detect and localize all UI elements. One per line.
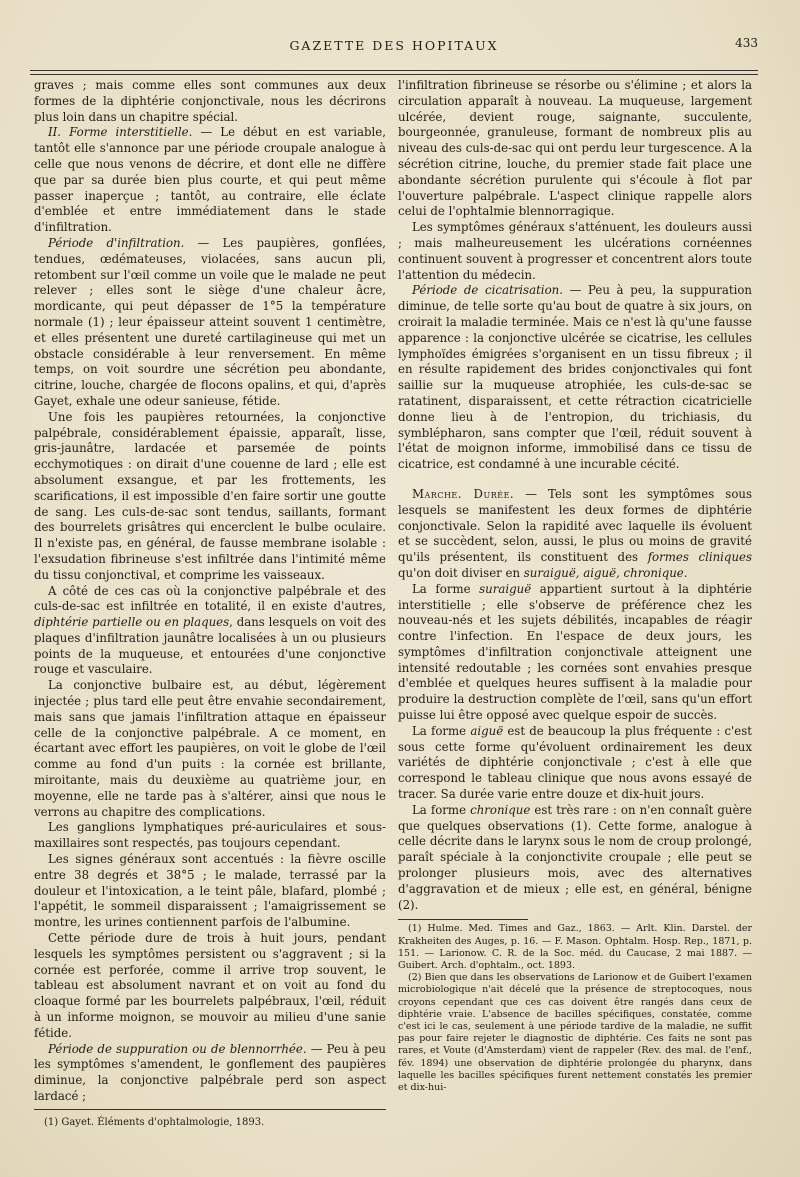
paragraph bbox=[398, 487, 752, 582]
paragraph-text: — Peu à peu les symptômes s'amendent, le gonflement des paupières diminue, la conjonctive palpébrale perd son aspect lardacé ; bbox=[34, 1041, 386, 1103]
footnote-rule bbox=[398, 919, 528, 920]
paragraph bbox=[398, 283, 752, 473]
paragraph bbox=[398, 724, 752, 803]
section-heading: Période d'infiltration. bbox=[48, 235, 185, 250]
section-heading: Marche. Durée. bbox=[412, 486, 515, 501]
paragraph: Les signes généraux sont accentués : la fièvre oscille entre 38 degrés et 38°5 ; le malade, terrassé par la douleur et l'intoxication, a le teint pâle, blafard, plombé ; l'appétit, le sommeil disparaissent ; l'amaigrissement se montre, les urines contiennent parfois de l'albumine. bbox=[34, 852, 386, 930]
paragraph: Les ganglions lymphatiques pré-auriculaires et sous-maxillaires sont respectés, pas toujours cependant. bbox=[34, 820, 386, 851]
emphasis: diphtérie partielle ou en plaques bbox=[34, 615, 230, 630]
footnote: (2) Bien que dans les observations de Larionow et de Guibert l'examen microbiologique n'ait décelé que la présence de streptocoques, nous croyons cependant que ces cas doivent être rangés dans ceux de diphtérie vraie. L'absence de bacilles spécifiques, constatée, comme c'est ici le cas, seulement à une période tardive de la maladie, ne suffit pas pour faire rejeter le diagnostic de diphtérie. Ces faits ne sont pas rares, et Voute (d'Amsterdam) vient de rappeler (Rev. des mal. de l'enf., fév. 1894) une observation de diphtérie prolongée du pharynx, dans laquelle les bacilles spécifiques furent nettement constatés les premier et dix-hui- bbox=[398, 972, 752, 1094]
paragraph bbox=[398, 582, 752, 724]
emphasis: suraiguë, aiguë, chronique bbox=[523, 565, 684, 580]
footnote: (1) Hulme. Med. Times and Gaz., 1863. — Arlt. Klin. Darstel. der Krakheiten des Auges, p. 16. — F. Mason. Ophtalm. Hosp. Rep., 1871, p. 151. — Larionow. C. R. de la Soc. méd. du Caucase, 2 mai 1887. — Guibert. Arch. d'ophtalm., oct. 1893. bbox=[398, 923, 752, 972]
paragraph-text: , dans lesquels on voit des plaques d'infiltration jaunâtre localisées à un ou plusieurs points de la muqueuse, et entourées d'une conjonctive rouge et vasculaire. bbox=[34, 615, 386, 677]
section-heading: Période de cicatrisation. bbox=[412, 283, 563, 298]
paragraph-text: — Peu à peu, la suppuration diminue, de telle sorte qu'au bout de quatre à six jours, on croirait la maladie terminée. Mais ce n'est là qu'une fausse apparence : la conjonctive ulcérée se cicatrise, les cellules lymphoïdes émigrées s'organisent en un tissu fibreux ; il en résulte rapidement des brides conjonctivales qui font saillie sur la muqueuse atrophiée, les culs-de-sac se ratatinent, disparaissent, et cette rétraction cicatricielle donne lieu à de l'entropion, du trichiasis, du symblépharon, sans compter que l'œil, réduit souvent à l'état de moignon informe, immobilisé dans ce tissu de cicatrice, est condamné à une incurable cécité. bbox=[398, 283, 752, 472]
paragraph-text: La forme bbox=[412, 723, 471, 738]
paragraph-text: — Tels sont les symptômes sous lesquels se manifestent les deux formes de diphtérie conjonctivale. Selon la rapidité avec laquelle ils évoluent et se succèdent, selon, aussi, le plus ou moins de gravité qu'ils présentent, ils constituent des bbox=[398, 486, 753, 565]
paragraph-text: qu'on doit diviser en bbox=[398, 565, 524, 580]
right-footnotes bbox=[398, 919, 752, 1094]
emphasis: suraiguë bbox=[479, 581, 532, 596]
paragraph-text: La forme bbox=[412, 581, 480, 596]
paragraph: Cette période dure de trois à huit jours, pendant lesquels les symptômes persistent ou s'aggravent ; si la cornée est perforée, comme il arrive trop souvent, le tableau est absolument navrant et on voit au fond du cloaque formé par les bourrelets palpébraux, l'œil, réduit à un informe moignon, se mouvoir au milieu d'une sanie fétide. bbox=[34, 931, 386, 1040]
paragraph: Une fois les paupières retournées, la conjonctive palpébrale, considérablement épaissie, apparaît, lisse, gris-jaunâtre, lardacée et parsemée de points ecchymotiques : on dirait d'une couenne de lard ; elle est absolument exsangue, et par les frottements, les scarifications, il est impossible d'en faire sortir une goutte de sang. Les culs-de-sac sont tendus, saillants, formant des bourrelets grisâtres qui encerclent le bulbe oculaire. Il n'existe pas, en général, de fausse membrane isolable : l'exsudation fibrineuse s'est infiltrée dans l'intimité même du tissu conjonctival, et comprime les vaisseaux. bbox=[34, 409, 386, 582]
paragraph: graves ; mais comme elles sont communes aux deux formes de la diphtérie conjonctivale, nous les décrirons plus loin dans un chapitre spécial. bbox=[34, 78, 386, 124]
footnote-rule bbox=[34, 1109, 386, 1110]
paragraph-text: A côté de ces cas où la conjonctive palpébrale et des culs-de-sac est infiltrée en totalité, il en existe d'autres, bbox=[34, 583, 386, 614]
paragraph-text: . bbox=[683, 565, 688, 580]
footnote: (1) Gayet. Éléments d'ophtalmologie, 1893. bbox=[44, 1117, 265, 1128]
paragraph-text: est très rare : on n'en connaît guère que quelques observations (1). Cette forme, analogue à celle décrite dans le larynx sous le nom de croup prolongé, paraît spéciale à la conjonctivite croupale ; elle peut se prolonger plusieurs mois, avec des alternatives d'aggravation et de mieux ; elle est, en général, bénigne (2). bbox=[398, 802, 752, 912]
left-footnote bbox=[34, 1109, 386, 1129]
paragraph: l'infiltration fibrineuse se résorbe ou s'élimine ; et alors la circulation apparaît à nouveau. La muqueuse, largement ulcérée, devient rouge, saignante, succulente, bourgeonnée, granuleuse, formant de nombreux plis au niveau des culs-de-sac qui ont perdu leur turgescence. A la sécrétion citrine, louche, du premier stade fait place une abondante sécrétion purulente qui s'écoule à flot par l'ouverture palpébrale. L'aspect clinique rappelle alors celui de l'ophtalmie blennorragique. bbox=[398, 78, 752, 219]
paragraph-text: — Les paupières, gonflées, tendues, œdémateuses, violacées, sans aucun pli, retombent sur l'œil comme un voile que le malade ne peut relever ; elles sont le siège d'une chaleur âcre, mordicante, qui peut dépasser de 1°5 la température normale (1) ; leur épaisseur atteint souvent 1 centimètre, et elles présentent une dureté cartilagineuse qui met un obstacle considérable à leur renversement. En même temps, on voit sourdre une sécrétion peu abondante, citrine, louche, chargée de flocons opalins, et qui, d'après Gayet, exhale une odeur sanieuse, fétide. bbox=[34, 235, 386, 408]
emphasis: chronique bbox=[470, 802, 531, 817]
paragraph: La conjonctive bulbaire est, au début, légèrement injectée ; plus tard elle peut être envahie secondairement, mais sans que jamais l'infiltration attaque en épaisseur celle de la conjonctive palpébrale. A ce moment, en écartant avec effort les paupières, on voit le globe de l'œil comme au fond d'un puits : la cornée est brillante, miroitante, mais du deuxième au quatrième jour, en moyenne, elle ne tarde pas à s'altérer, ainsi que nous le verrons au chapitre des complications. bbox=[34, 678, 386, 819]
paragraph bbox=[34, 1042, 386, 1105]
paragraph-text: — Le début en est variable, tantôt elle s'annonce par une période croupale analogue à celle que nous venons de décrire, et dont elle ne diffère que par sa durée bien plus courte, et qui peut même passer inaperçue ; tantôt, au contraire, elle éclate d'emblée et entre immédiatement dans le stade d'infiltration. bbox=[34, 125, 386, 235]
paragraph bbox=[34, 125, 386, 236]
page-header bbox=[30, 36, 758, 56]
emphasis: aiguë bbox=[470, 723, 504, 738]
running-title: GAZETTE DES HOPITAUX bbox=[289, 38, 499, 53]
left-column bbox=[34, 78, 386, 1105]
section-heading: Période de suppuration ou de blennorrhée. bbox=[48, 1041, 307, 1056]
paragraph-text: est de beaucoup la plus fréquente : c'est sous cette forme qu'évoluent ordinairement les deux variétés de diphtérie conjonctivale ; c'est à elle que correspond le tableau clinique que nous avons essayé de tracer. Sa durée varie entre douze et dix-huit jours. bbox=[398, 723, 752, 802]
right-column bbox=[398, 78, 752, 1094]
header-rule-second bbox=[30, 74, 758, 75]
header-rule bbox=[30, 70, 758, 71]
paragraph bbox=[34, 584, 386, 679]
paragraph-text: appartient surtout à la diphtérie interstitielle ; elle s'observe de préférence chez les nouveau-nés et les sujets débilités, incapables de réagir contre l'infection. En l'espace de deux jours, les symptômes d'infiltration conjonctivale atteignent une intensité redoutable ; les cornées sont envahies presque d'emblée et quelques heures suffisent à la maladie pour produire la destruction complète de l'œil, sans qu'un effort puisse lui être opposé avec quelque espoir de succès. bbox=[398, 581, 752, 723]
paragraph: Les symptômes généraux s'atténuent, les douleurs aussi ; mais malheureusement les ulcérations cornéennes continuent souvent à progresser et concentrent alors toute l'attention du médecin. bbox=[398, 220, 752, 282]
paragraph bbox=[398, 803, 752, 914]
emphasis: formes cliniques bbox=[647, 550, 752, 565]
section-heading: II. Forme interstitielle. bbox=[48, 125, 193, 140]
paragraph-text: La forme bbox=[412, 802, 471, 817]
paragraph bbox=[34, 236, 386, 410]
page-number: 433 bbox=[735, 36, 758, 50]
